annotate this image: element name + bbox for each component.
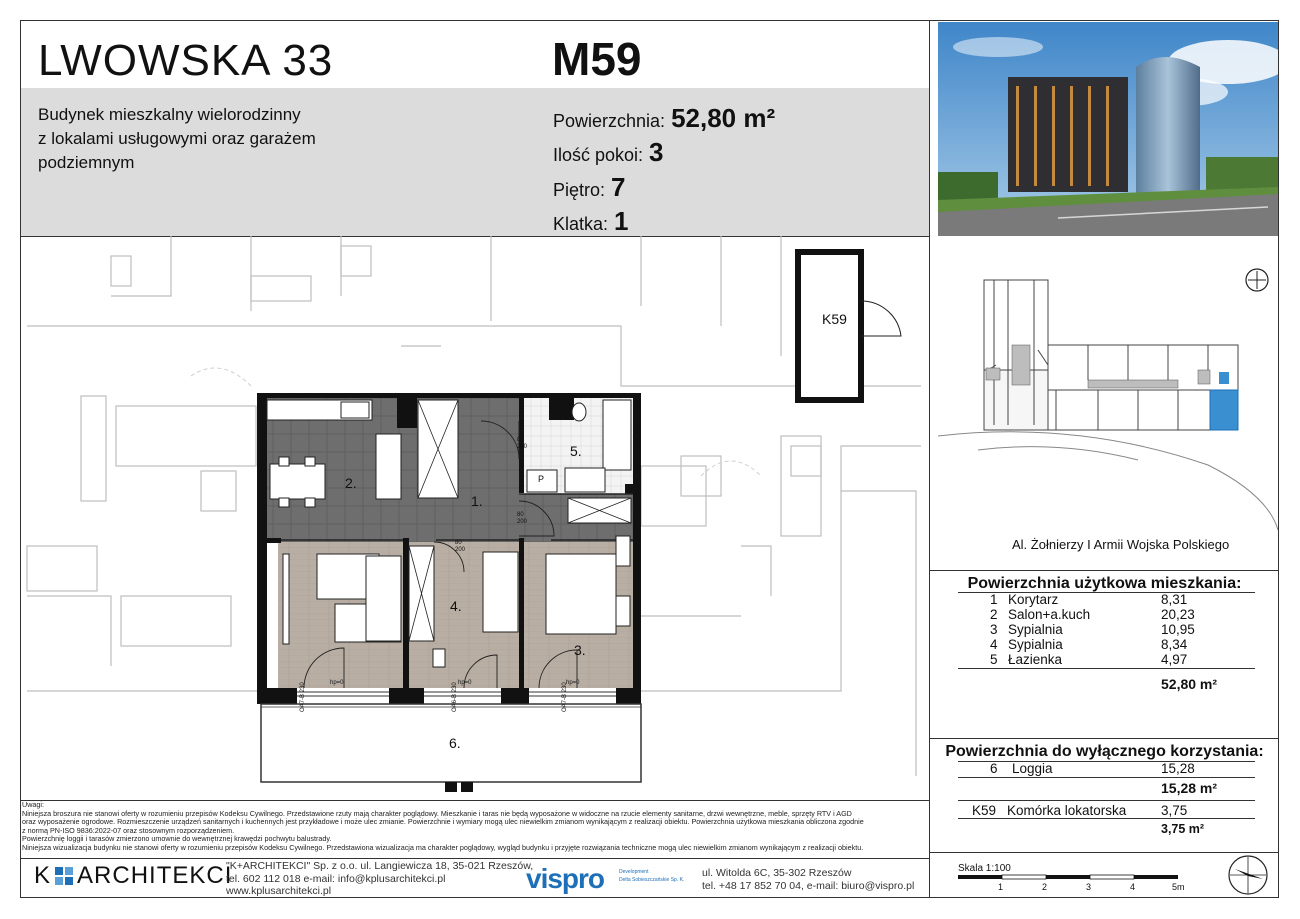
building-visualization [938,22,1278,236]
threshold-height: hp=0 [566,680,580,686]
rooms-summary [553,137,664,168]
table-row: 4 Sypialnia 8,34 [990,637,1188,652]
room-label-6: 6. [449,735,461,751]
stair-value: 1 [614,206,629,236]
table-divider [930,852,1279,853]
scale-tick: 2 [1042,882,1048,892]
description-line: z lokalami usługowymi oraz garażem [38,129,316,148]
door-dimension: 80 200 [455,540,466,553]
table-header-rule [958,761,1255,762]
table-divider [930,738,1279,739]
street-label: Al. Żołnierzy I Armii Wojska Polskiego [1012,537,1230,552]
storage-room-label: K59 [822,311,847,327]
scale-tick: 1 [998,882,1004,892]
loggia-value: 15,28 [1161,761,1195,776]
door-dimension: 80 200 [517,437,528,450]
bath-outlet-label: P [538,474,545,484]
area-summary [553,103,775,134]
room-label-2: 2. [345,475,357,491]
floor-label: Piętro: [553,180,606,200]
loggia-no: 6 [990,761,998,776]
notes-line: Niniejsza broszura nie stanowi oferty w rozumieniu przepisów Kodeksu Cywilnego. Przedstawione rzuty mają charakter poglądowy. Mieszkanie i taras nie będą wyposażone w widoczne na rzucie elementy sanitarne, drzwi wewnętrzne, meble, sprzęty RTV i AGD [22,808,852,818]
footer-divider [21,858,929,859]
architect-contact: "K+ARCHITEKCI" Sp. z o.o. ul. Langiewicza 18, 35-021 Rzeszów, tel. 602 112 018 e-mail: info@kplusarchitekci.pl www.kplusarchitekci.pl [226,860,534,897]
usable-area-total: 52,80 m² [1161,676,1218,692]
threshold-height: hp=0 [458,680,472,686]
compass-icon [1227,854,1269,896]
description-line: Budynek mieszkalny wielorodzinny [38,105,301,124]
architect-logo-k: K [34,862,52,889]
developer-logo: vispro [526,863,605,894]
description-line: podziemnym [38,153,135,172]
window-mark: OA7-B 230 [562,682,568,712]
room-label-4: 4. [450,598,462,614]
architect-logo [34,862,232,890]
notes-line: Powierzchnię loggii i tarasów zmierzono umownie do wewnętrznej krawędzi pochwytu balustrady. [22,834,332,844]
table-row: 3 Sypialnia 10,95 [990,622,1195,637]
usable-area-rows [988,592,1258,667]
rooms-value: 3 [649,137,664,167]
storage-no: K59 [972,803,997,818]
table-divider [930,570,1279,571]
window-mark: OA7-B 230 [300,682,306,712]
exclusive-area-heading: Powierzchnia do wyłącznego korzystania: [945,743,1264,760]
table-rule [958,668,1255,669]
notes-line: oraz wyposażenie ogrodowe. Rozmieszczenie urządzeń sanitarnych i kuchennych jest przykładowe i może ulec zmianie. Powierzchnie i wymiary mogą ulec niewielkim zmianom wynikającym z realizacji obiektu. Powierzchnia użytkowa mieszkania obliczona zgodnie [22,817,864,827]
scale-tick: 3 [1086,882,1092,892]
scale-tick: 5m [1172,882,1185,892]
threshold-height: hp=0 [330,680,344,686]
vertical-divider [929,20,930,898]
storage-name: Komórka lokatorska [1007,803,1127,818]
project-title: LWOWSKA 33 [38,36,334,85]
floor-summary [553,172,626,203]
table-rule [958,818,1255,819]
room-label-3: 3. [574,642,586,658]
storage-value: 3,75 [1161,803,1188,818]
table-rule [958,777,1255,778]
scale-label: Skala 1:100 [958,863,1011,874]
door-dimension: 80 200 [517,512,528,525]
scale-bar [957,874,1192,886]
developer-contact: ul. Witolda 6C, 35-302 Rzeszów tel. +48 17 852 70 04, e-mail: biuro@vispro.pl [702,867,915,892]
table-row: 5 Łazienka 4,97 [990,652,1188,667]
usable-area-heading: Powierzchnia użytkowa mieszkania: [967,575,1242,592]
building-description [38,103,398,175]
area-value: 52,80 m² [671,103,776,133]
floor-value: 7 [611,172,626,202]
notes-line: z normą PN-ISO 9836:2022-07 oraz stosownym rozporządzeniem. [22,825,235,835]
loggia-total: 15,28 m² [1161,780,1218,796]
site-plan [938,250,1278,560]
unit-id: M59 [552,33,642,85]
north-arrow [1246,269,1268,291]
window-mark: OA6-B 230 [452,682,458,712]
rooms-label: Ilość pokoi: [553,145,644,165]
stair-label: Klatka: [553,214,609,234]
scale-tick: 4 [1130,882,1136,892]
storage-total: 3,75 m² [1161,822,1205,836]
stair-summary [553,206,629,237]
floor-plan [21,236,929,801]
table-rule [958,800,1255,801]
architect-logo-text: ARCHITEKCI [77,862,233,889]
plus-icon [55,867,73,885]
room-label-1: 1. [471,493,483,509]
developer-subtitle: Development Delta Sobieszczańskie Sp. K. [619,869,685,883]
table-row: 2 Salon+a.kuch 20,23 [990,607,1195,622]
notes-line: Niniejsza wizualizacja budynku nie stanowi oferty w rozumieniu przepisów Kodeksu Cywilnego. Przedstawiona wizualizacja ma charakter poglądowy, wygląd budynku i przyjęte rozwiązania techniczne mogą ulec niewielkim zmianom wynikającym z realizacji obiektu. [22,842,864,852]
loggia-name: Loggia [1012,761,1053,776]
table-row: 1 Korytarz 8,31 [990,592,1188,607]
area-label: Powierzchnia: [553,111,666,131]
room-label-5: 5. [570,443,582,459]
notes [22,801,927,853]
notes-line: Uwagi: [22,800,44,809]
